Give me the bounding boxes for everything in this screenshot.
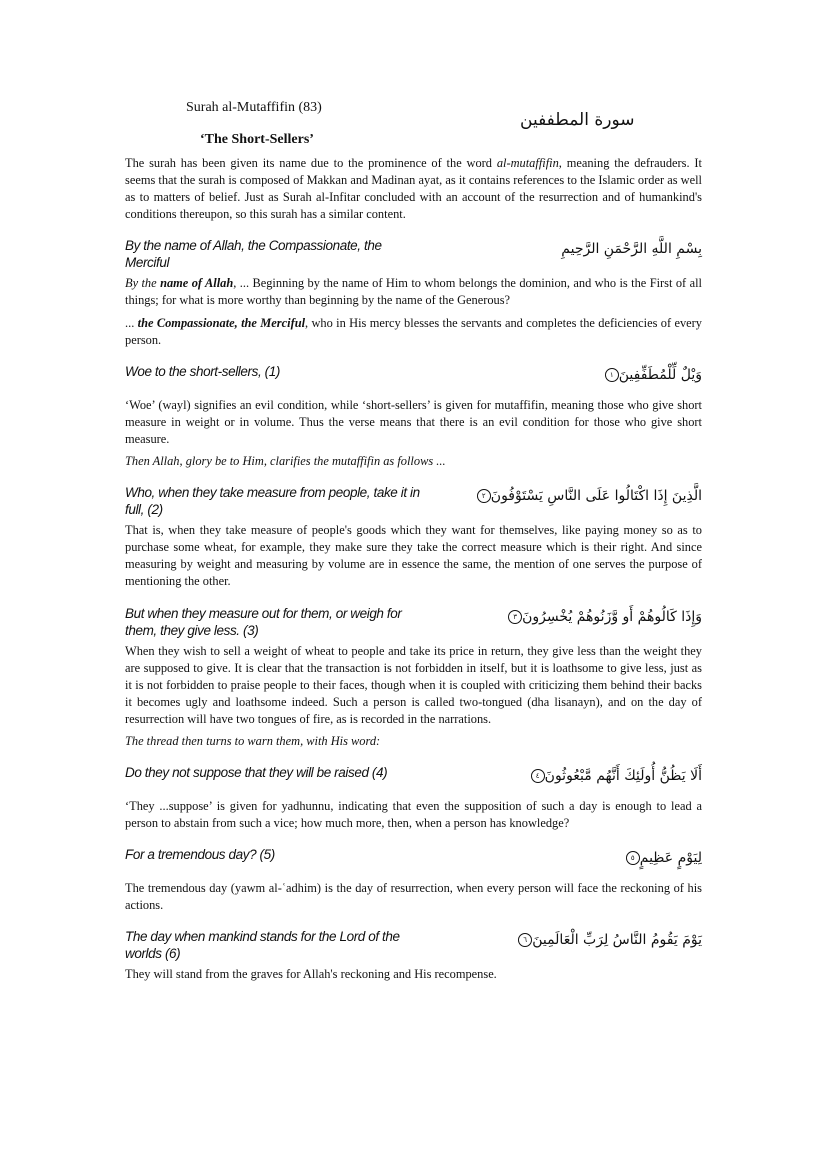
verse-4-arabic [528,764,702,784]
verse-5-arabic-text: لِيَوْمٍ عَظِيمٍ [639,850,702,867]
verse-row-4 [125,764,702,784]
basmala-p2-rest: , who in His mercy blesses the servants and completes the deficiencies of every person. [125,315,702,347]
verse-4-heading: Do they not suppose that they will be raised (4) [125,765,388,781]
verse-row-5 [125,846,702,866]
verse-2-arabic-text: الَّذِينَ إِذَا اكْتَالُوا عَلَى النَّاسِ يَسْتَوْفُونَ [490,488,702,505]
verse-5-arabic [623,846,702,866]
verse-4-commentary: ‘They ...suppose’ is given for yadhunnu, indicating that even the supposition of such a day is enough to lead a person to abstain from such a vice; how much more, then, when a person has knowledge? [125,799,702,831]
verse-6-commentary: They will stand from the graves for Allah's reckoning and His recompense. [125,967,497,982]
verse-row-1 [125,363,702,383]
verse-6-arabic-text: يَوْمَ يَقُومُ النَّاسُ لِرَبِّ الْعَالَمِينَ [532,932,702,949]
surah-subtitle: ‘The Short-Sellers’ [200,132,314,147]
verse-3-transition: The thread then turns to warn them, with His word: [125,733,381,748]
verse-3-heading: But when they measure out for them, or weigh for them, they give less. (3) [125,605,402,638]
verse-1-transition: Then Allah, glory be to Him, clarifies the mutaffifin as follows ... [125,454,446,469]
verse-5-heading: For a tremendous day? (5) [125,847,275,863]
verse-3-arabic [505,605,702,625]
basmala-p2-lead: ... [125,315,138,330]
ayah-number-icon: ٢ [477,489,491,503]
verse-1-arabic-text: وَيْلٌ لِّلْمُطَفِّفِينَ [618,366,702,383]
basmala-paragraph-2 [125,315,702,349]
ayah-number-icon: ١ [605,368,619,382]
verse-1-heading: Woe to the short-sellers, (1) [125,363,280,379]
basmala-row [125,237,702,271]
verse-6-arabic [515,928,702,948]
basmala-p1-bold: name of Allah [160,276,234,291]
intro-text-1: The surah has been given its name due to the prominence of the word [125,156,497,170]
surah-title: Surah al-Mutaffifin (83) [186,100,322,115]
verse-2-heading: Who, when they take measure from people, take it in full, (2) [125,485,420,518]
ayah-number-icon: ٣ [508,610,522,624]
basmala-p1-lead: By the [125,276,161,291]
ayah-number-icon: ٤ [531,769,545,783]
content-column [125,155,702,984]
verse-row-2 [125,484,702,518]
verse-4-arabic-text: أَلَا يَظُنُّ أُولَئِكَ أَنَّهُم مَّبْعُوثُونَ [544,768,702,785]
ayah-number-icon: ٥ [626,851,640,865]
verse-2-arabic [474,484,702,504]
verse-6-heading: The day when mankind stands for the Lord of the worlds (6) [125,929,400,962]
surah-arabic-name: سورة المطففين [520,110,635,130]
verse-3-arabic-text: وَإِذَا كَالُوهُمْ أَو وَّزَنُوهُمْ يُخْسِرُونَ [522,608,702,625]
intro-paragraph [125,155,702,223]
verse-3-commentary: When they wish to sell a weight of wheat to people and take its price in return, they give less than the weight they are supposed to give. It is clear that the transaction is not forbidden in itself, but it is loathsome to give less, just as it is not forbidden to praise people to their faces, though when it is coupled with criticizing them behind their backs it becomes ugly and loathsome indeed. Such a person is called two-tongued (dha lisanayn), and on the day of resurrection will have two tongues of fire, as is recorded in the narrations. [125,643,702,726]
basmala-paragraph-1 [125,275,702,309]
verse-5-commentary: The tremendous day (yawm al-ʿadhim) is the day of resurrection, when every person will face the reckoning of his actions. [125,881,702,913]
verse-row-6 [125,928,702,962]
verse-row-3 [125,605,702,639]
verse-1-arabic [602,363,702,383]
intro-text-2: , meaning the defrauders. It seems that the surah is composed of Makkan and Madinan ayat, as it contains references to the Islamic order as well as to matters of belief. Just as Surah al-Infitar concluded with an account of the resurrection and of humankind's conditions thereupon, so this surah has a similar content. [125,156,702,222]
verse-2-commentary: That is, when they take measure of people's goods which they want for themselves, like paying money so as to purchase some wheat, for example, they make sure they take the correct measure which is their right. And since measuring by weight and measuring by volume are in essence the same, the mention of one serves the purpose of mentioning the other. [125,523,702,589]
basmala-heading: By the name of Allah, the Compassionate, the Merciful [125,238,382,271]
ayah-number-icon: ٦ [518,933,532,947]
verse-1-commentary: ‘Woe’ (wayl) signifies an evil condition, while ‘short-sellers’ is given for mutaffifin, meaning those who give short measure in weight or in volume. Thus the verse means that there is an evil condition for those who give short measure. [125,397,702,446]
basmala-p1-rest: , ... Beginning by the name of Him to whom belongs the dominion, and who is the First of all things; for what is more worthy than beginning by the name of the Generous? [125,276,702,308]
intro-term: al-mutaffifin [496,156,559,170]
basmala-arabic: بِسْمِ اللَّهِ الرَّحْمَنِ الرَّحِيمِ [561,241,702,258]
basmala-p2-bold: the Compassionate, the Merciful [137,315,306,330]
